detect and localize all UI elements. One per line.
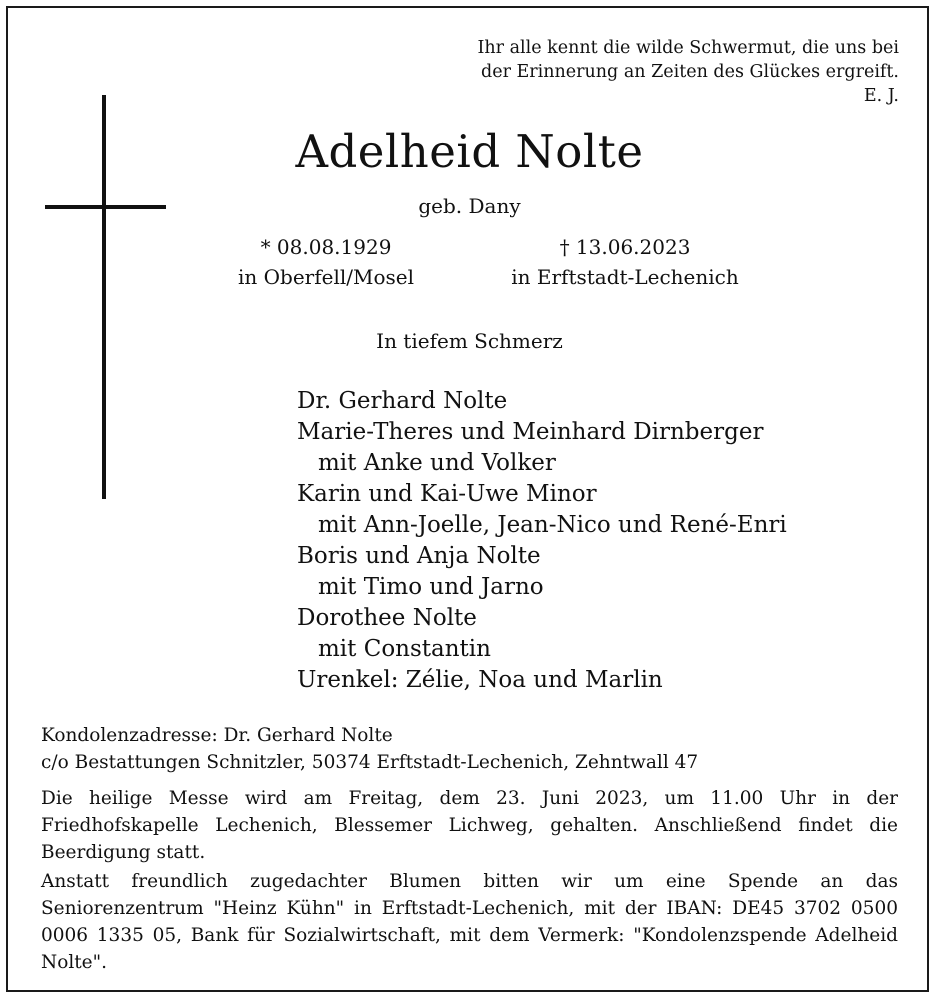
death-place: in Erftstadt-Lechenich bbox=[511, 265, 739, 289]
family-member-line: Dorothee Nolte bbox=[297, 605, 477, 631]
deceased-name: Adelheid Nolte bbox=[295, 125, 644, 178]
birth-date: * 08.08.1929 bbox=[260, 235, 392, 259]
maiden-name: geb. Dany bbox=[418, 194, 521, 218]
family-member-line: Boris und Anja Nolte bbox=[297, 543, 541, 569]
family-member-children-line: mit Anke und Volker bbox=[318, 450, 556, 476]
funeral-mass-paragraph: Die heilige Messe wird am Freitag, dem 23. Juni 2023, um 11.00 Uhr in der Friedhofskapelle Lechenich, Blessemer Lichweg, gehalten. Anschließend findet die Beerdigung statt. bbox=[41, 788, 898, 863]
mourning-line: In tiefem Schmerz bbox=[376, 329, 563, 353]
condolence-address bbox=[41, 722, 898, 776]
family-member-children-line: mit Timo und Jarno bbox=[318, 574, 544, 600]
birth-place: in Oberfell/Mosel bbox=[237, 265, 414, 289]
family-member-children-line: mit Ann-Joelle, Jean-Nico und René-Enri bbox=[318, 512, 787, 538]
quote-line-2: der Erinnerung an Zeiten des Glückes ergreift. bbox=[481, 62, 899, 82]
family-member-line: Dr. Gerhard Nolte bbox=[297, 388, 508, 414]
quote-author: E. J. bbox=[863, 86, 899, 106]
quote-line-1: Ihr alle kennt die wilde Schwermut, die uns bei bbox=[477, 38, 899, 58]
condolence-line-2: c/o Bestattungen Schnitzler, 50374 Erftstadt-Lechenich, Zehntwall 47 bbox=[41, 752, 699, 773]
birth-info bbox=[226, 232, 426, 292]
family-member-line: Karin und Kai-Uwe Minor bbox=[297, 481, 597, 507]
condolence-line-1: Kondolenzadresse: Dr. Gerhard Nolte bbox=[41, 725, 393, 746]
epigraph-quote bbox=[299, 36, 899, 108]
donation-paragraph: Anstatt freundlich zugedachter Blumen bitten wir um eine Spende an das Seniorenzentrum "Heinz Kühn" in Erftstadt-Lechenich, mit der IBAN: DE45 3702 0500 0006 1335 05, Bank für Sozialwirtschaft, mit dem Vermerk: "Kondolenzspende Adelheid Nolte". bbox=[41, 871, 898, 973]
family-member-line: Marie-Theres und Meinhard Dirnberger bbox=[297, 419, 764, 445]
family-member-children-line: mit Constantin bbox=[318, 636, 491, 662]
death-info bbox=[495, 232, 755, 292]
family-list bbox=[297, 386, 787, 696]
death-date: † 13.06.2023 bbox=[559, 235, 691, 259]
family-member-line: Urenkel: Zélie, Noa und Marlin bbox=[297, 667, 663, 693]
